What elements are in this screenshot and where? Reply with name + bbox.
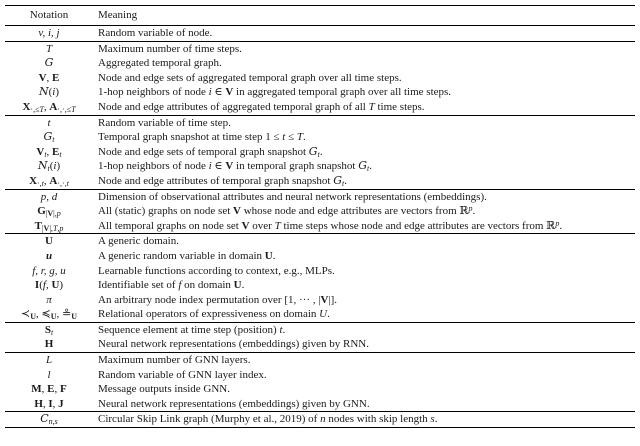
table-row: [5, 100, 635, 115]
meaning-cell: All (static) graphs on node set V whose node and edge attributes are vectors from ℝ$^p$.: [98, 204, 476, 218]
notation-cell: $X_{\cdot,t}$, $A_{\cdot,\cdot,t}$: [29, 174, 69, 188]
table-row: [5, 204, 635, 219]
meaning-cell: Identifiable set of f on domain U.: [98, 279, 245, 292]
notation-cell: U: [5, 234, 93, 249]
notation-cell: T: [5, 41, 93, 56]
notation-cell: $V_t$, $E_t$: [36, 145, 62, 159]
meaning-cell: Maximum number of GNN layers.: [93, 353, 635, 368]
notation-cell: N(i): [38, 85, 60, 99]
table-body: [5, 26, 635, 428]
meaning-cell: Node and edge sets of temporal graph snapshot $G_t$.: [98, 144, 323, 159]
table-row: [5, 293, 635, 308]
meaning-cell: An arbitrary node index permutation over [1, ··· , |V|].: [98, 293, 338, 306]
notation-cell: π: [46, 293, 52, 306]
table-row: [5, 278, 635, 293]
notation-cell: $X_{\cdot,\le T}$, $A_{\cdot,\cdot,\le T}$: [22, 100, 76, 114]
meaning-cell: Learnable functions according to context, e.g., MLPs.: [98, 264, 335, 277]
notation-cell: $G_t$: [43, 130, 55, 145]
meaning-cell: Neural network representations (embeddings) given by RNN.: [98, 338, 369, 351]
meaning-cell: Maximum number of time steps.: [93, 41, 635, 56]
meaning-cell: Sequence element at time step (position) t.: [93, 322, 635, 337]
table-row: [5, 249, 635, 264]
notation-cell: G: [44, 56, 54, 70]
meaning-cell: Dimension of observational attributes and neural network representations (embeddings).: [93, 189, 635, 204]
table-row: [5, 219, 635, 234]
table-row: [5, 85, 635, 100]
table-row: [5, 71, 635, 86]
table-row: [5, 145, 635, 160]
table-row: [5, 322, 635, 337]
notation-cell: $N_t(i)$: [37, 159, 61, 174]
meaning-cell: 1-hop neighbors of node i ∈ V in temporal graph snapshot $G_t$.: [98, 159, 372, 174]
notation-cell: l: [47, 368, 51, 381]
table-header: [5, 6, 635, 26]
notation-cell: $G_{|V|,p}$: [37, 205, 61, 219]
header-notation: Notation: [5, 6, 93, 26]
meaning-cell: 1-hop neighbors of node i ∈ V in aggregated temporal graph over all time steps.: [98, 86, 452, 99]
meaning-cell: Neural network representations (embeddings) given by GNN.: [98, 397, 370, 410]
meaning-cell: A generic random variable in domain U.: [98, 249, 276, 262]
table-row: [5, 307, 635, 322]
meaning-cell: A generic domain.: [93, 234, 635, 249]
table-row: [5, 264, 635, 279]
table-row: [5, 115, 635, 130]
notation-cell: p, d: [5, 189, 93, 204]
table-row: [5, 174, 635, 189]
notation-cell: v, i, j: [38, 27, 60, 39]
notation-cell: H, I, J: [34, 397, 64, 410]
table-row: [5, 41, 635, 56]
meaning-cell: Temporal graph snapshot at time step 1 ≤ t ≤ T.: [98, 131, 306, 144]
notation-table: [5, 5, 635, 428]
notation-cell: I(f, U): [34, 279, 64, 292]
header-meaning: Meaning: [93, 6, 635, 26]
meaning-cell: Random variable of GNN layer index.: [98, 368, 267, 381]
table-row: [5, 130, 635, 145]
table-row: [5, 412, 635, 428]
table-row: [5, 397, 635, 412]
table-row: [5, 337, 635, 352]
table-row: [5, 189, 635, 204]
notation-cell: L: [5, 353, 93, 368]
notation-cell: $C_{n,s}$: [5, 412, 93, 428]
meaning-cell: Node and edge sets of aggregated temporal graph over all time steps.: [98, 71, 402, 84]
meaning-cell: Random variable of node.: [98, 27, 213, 39]
table-row: [5, 159, 635, 174]
meaning-cell: Node and edge attributes of aggregated temporal graph of all T time steps.: [98, 100, 425, 113]
table-row: [5, 368, 635, 383]
meaning-cell: Aggregated temporal graph.: [98, 57, 222, 70]
notation-cell: t: [5, 115, 93, 130]
notation-cell: $S_t$: [5, 322, 93, 337]
meaning-cell: Node and edge attributes of temporal graph snapshot $G_t$.: [98, 173, 347, 188]
notation-cell: $T_{|V|,T,p}$: [34, 219, 64, 233]
meaning-cell: All temporal graphs on node set V over T time steps whose node and edge attributes are vectors from ℝ$^p$.: [98, 218, 563, 232]
notation-cell: $≺_U$, $≼_U$, $≗_U$: [21, 308, 77, 322]
header-row: [5, 6, 635, 26]
table-row: [5, 26, 635, 42]
meaning-cell: Random variable of time step.: [93, 115, 635, 130]
notation-cell: H: [44, 338, 54, 351]
table-row: [5, 382, 635, 397]
table-row: [5, 234, 635, 249]
notation-cell: f, r, g, u: [32, 264, 66, 277]
notation-cell: M, E, F: [31, 383, 67, 396]
meaning-cell: Circular Skip Link graph (Murphy et al., 2019) of n nodes with skip length s.: [93, 412, 635, 428]
table-row: [5, 56, 635, 71]
notation-cell: V, E: [38, 71, 60, 84]
meaning-cell: Message outputs inside GNN.: [98, 383, 230, 396]
meaning-cell: Relational operators of expressiveness on domain U.: [98, 308, 330, 321]
notation-cell: u: [45, 249, 53, 262]
table-row: [5, 353, 635, 368]
